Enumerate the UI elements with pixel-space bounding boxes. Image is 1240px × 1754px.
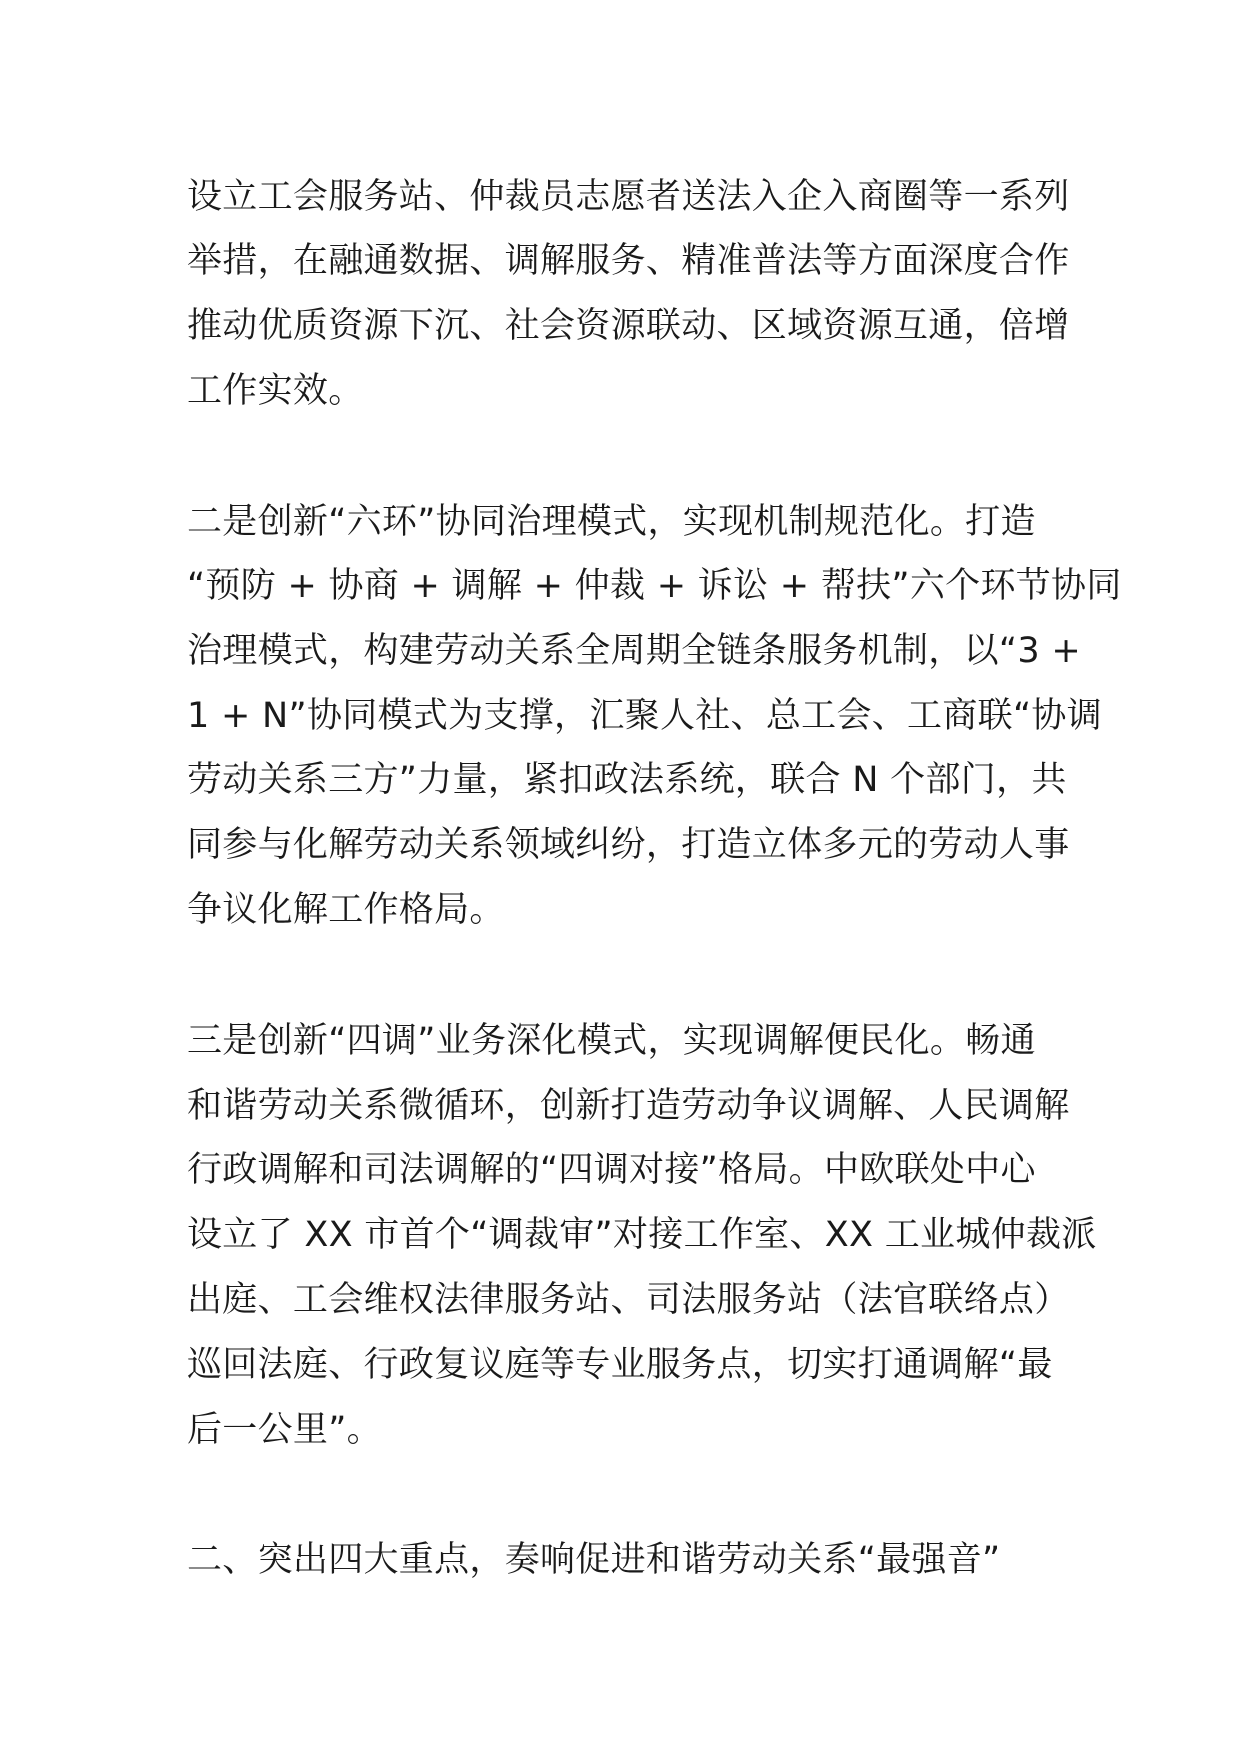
paragraph-3-line: 三是创新“四调”业务深化模式，实现调解便民化。畅通 [187,1021,1036,1061]
paragraph-1-line: 工作实效。 [187,371,364,411]
section-heading: 二、突出四大重点，奏响促进和谐劳动关系“最强音” [187,1540,1001,1580]
paragraph-2-line: 劳动关系三方”力量，紧扣政法系统，联合 N 个部门，共 [187,760,1067,800]
paragraph-1-line: 推动优质资源下沉、社会资源联动、区域资源互通，倍增 [187,306,1070,346]
paragraph-3-line: 设立了 XX 市首个“调裁审”对接工作室、XX 工业城仲裁派 [187,1215,1097,1255]
paragraph-2-line: 治理模式，构建劳动关系全周期全链条服务机制，以“3 + [187,631,1081,671]
paragraph-3-line: 出庭、工会维权法律服务站、司法服务站（法官联络点） [187,1280,1070,1320]
paragraph-3-line: 和谐劳动关系微循环，创新打造劳动争议调解、人民调解 [187,1086,1070,1126]
paragraph-2-line: 同参与化解劳动关系领域纠纷，打造立体多元的劳动人事 [187,825,1070,865]
paragraph-3-line: 行政调解和司法调解的“四调对接”格局。中欧联处中心 [187,1150,1036,1190]
paragraph-1-line: 设立工会服务站、仲裁员志愿者送法入企入商圈等一系列 [187,177,1070,217]
paragraph-3-line: 后一公里”。 [187,1410,382,1450]
paragraph-1-line: 举措，在融通数据、调解服务、精准普法等方面深度合作 [187,241,1070,281]
paragraph-2-line: “预防 + 协商 + 调解 + 仲裁 + 诉讼 + 帮扶”六个环节协同 [187,566,1122,606]
paragraph-2-line: 争议化解工作格局。 [187,890,505,930]
paragraph-2-line: 1 + N”协同模式为支撑，汇聚人社、总工会、工商联“协调 [187,696,1102,736]
paragraph-2-line: 二是创新“六环”协同治理模式，实现机制规范化。打造 [187,502,1036,542]
paragraph-3-line: 巡回法庭、行政复议庭等专业服务点，切实打通调解“最 [187,1345,1053,1385]
